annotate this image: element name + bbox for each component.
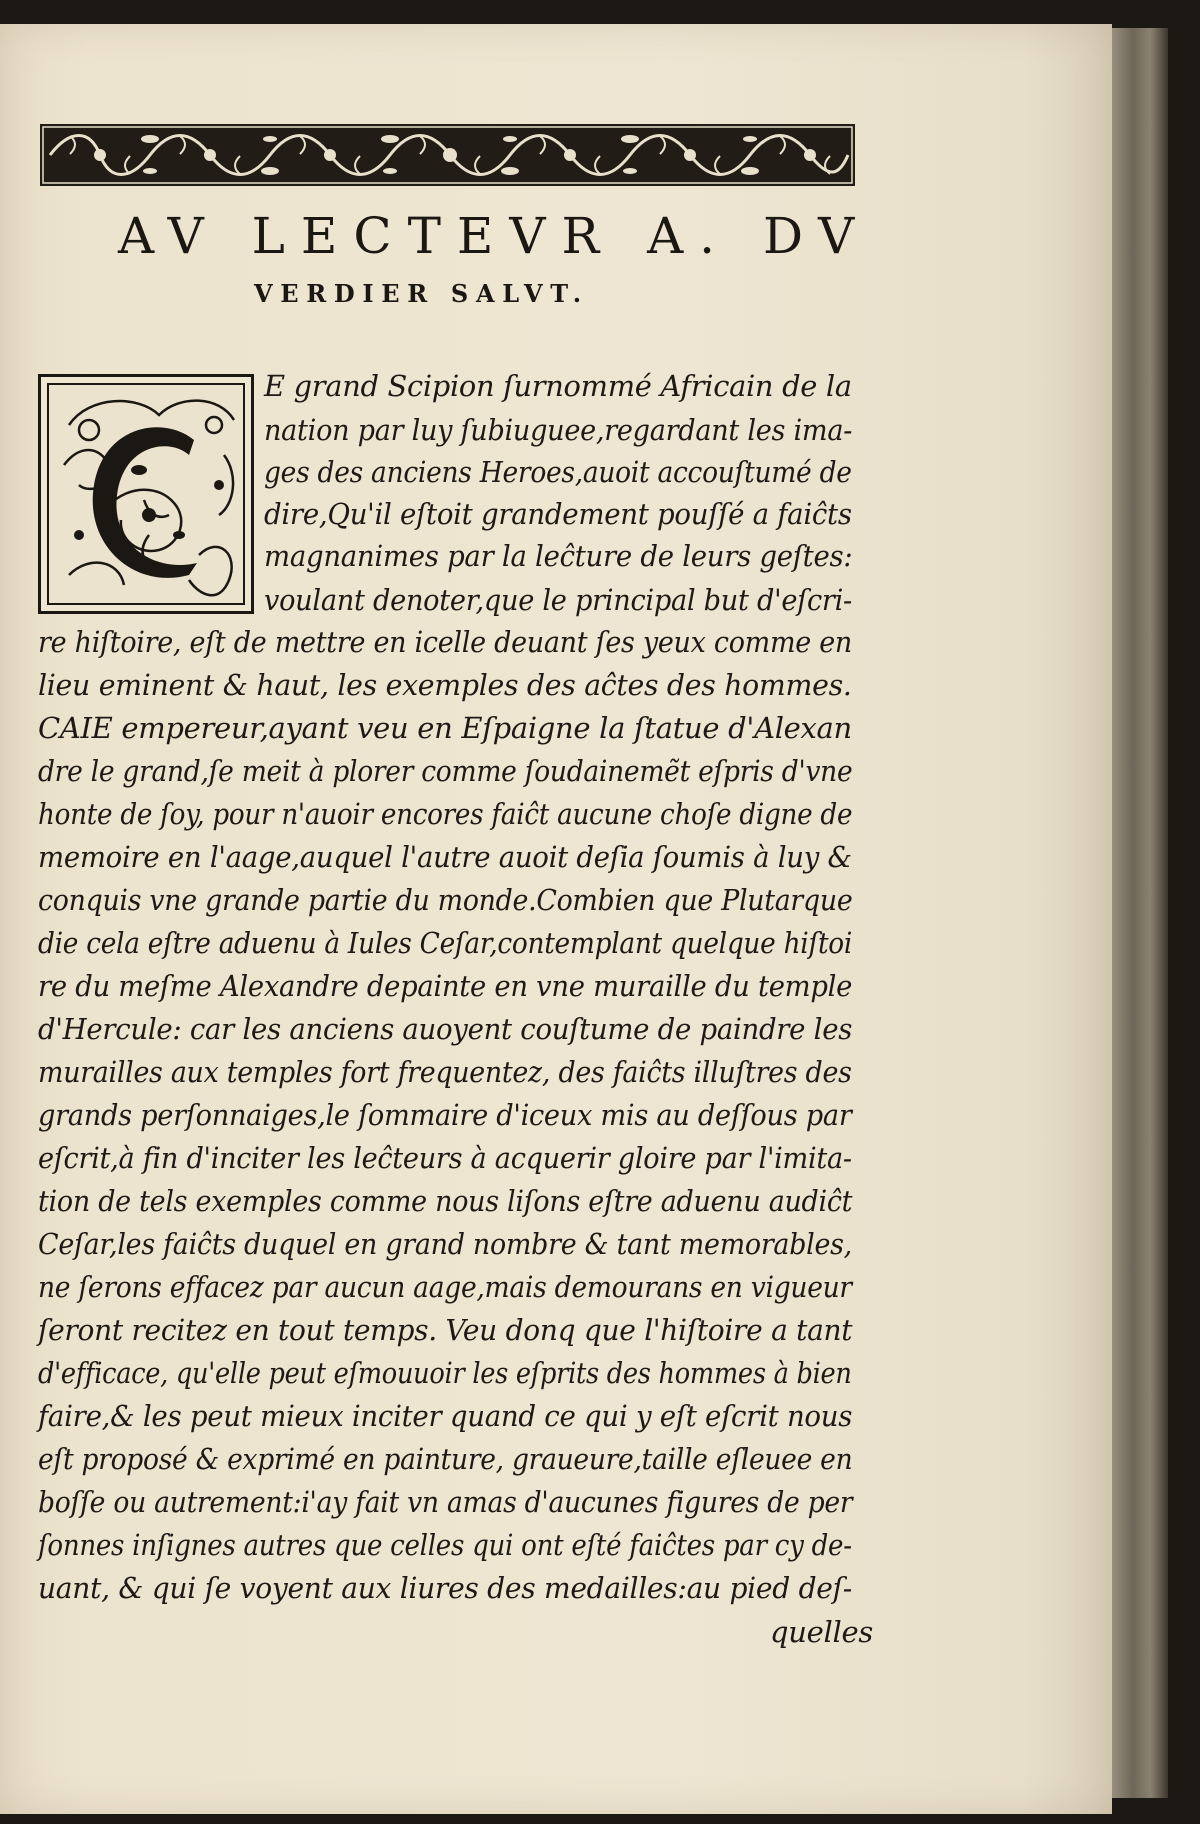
text-line: d'Hercule: car les anciens auoyent couſtume de paindre les — [38, 1012, 853, 1046]
text-line: d'efficace, qu'elle peut eſmouuoir les eſprits des hommes à bien — [38, 1356, 852, 1390]
text-line: voulant denoter,que le principal but d'eſcri- — [264, 583, 852, 617]
text-line: honte de ſoy, pour n'auoir encores faiĉt aucune choſe digne de — [38, 797, 853, 831]
text-line: Ceſar,les faiĉts duquel en grand nombre & tant memorables, — [38, 1227, 852, 1261]
text-line: re hiſtoire, eſt de mettre en icelle deuant ſes yeux comme en — [38, 625, 853, 659]
text-line: uant, & qui ſe voyent aux liures des medailles:au pied deſ- — [38, 1571, 852, 1605]
catchword: quelles — [770, 1615, 873, 1649]
decorated-initial — [38, 374, 254, 614]
text-line: murailles aux temples fort frequentez, des faiĉts illuſtres des — [38, 1055, 852, 1089]
text-line: dre le grand,ſe meit à plorer comme ſoudainemẽt eſpris d'vne — [38, 754, 853, 788]
text-line: ſonnes inſignes autres que celles qui ont eſté faiĉtes par cy de- — [38, 1528, 852, 1562]
text-line: boſſe ou autrement:i'ay fait vn amas d'aucunes figures de per — [38, 1485, 853, 1519]
text-line: magnanimes par la leĉture de leurs geſtes: — [264, 539, 853, 573]
page-title-line-1: AV LECTEVR A. DV — [118, 207, 871, 265]
text-line: eſt proposé & exprimé en painture, graueure,taille eſleuee en — [38, 1442, 853, 1476]
text-line: nation par luy ſubiuguee,regardant les ima- — [264, 413, 853, 447]
text-line: grands perſonnaiges,le ſommaire d'iceux mis au deſſous par — [38, 1098, 852, 1132]
text-line: ſeront recitez en tout temps. Veu donq que l'hiſtoire a tant — [38, 1313, 853, 1347]
text-line: dire,Qu'il eſtoit grandement pouſſé a faiĉts — [264, 497, 852, 531]
text-line: faire,& les peut mieux inciter quand ce qui y eſt eſcrit nous — [38, 1399, 853, 1433]
text-line: die cela eſtre aduenu à Iules Ceſar,contemplant quelque hiſtoi — [38, 926, 853, 960]
book-page — [0, 24, 1112, 1814]
page-title-line-2: VERDIER SALVT. — [254, 279, 589, 308]
text-line: eſcrit,à fin d'inciter les leĉteurs à acquerir gloire par l'imita- — [38, 1141, 852, 1175]
text-line: re du meſme Alexandre depainte en vne muraille du temple — [38, 969, 853, 1003]
text-line: ges des anciens Heroes,auoit accouſtumé de — [264, 455, 852, 489]
text-line: conquis vne grande partie du monde.Combien que Plutarque — [38, 883, 853, 917]
head-ornament — [40, 124, 855, 186]
text-line: E grand Scipion ſurnommé Africain de la — [264, 369, 852, 403]
text-line: lieu eminent & haut, les exemples des aĉtes des hommes. — [38, 668, 852, 702]
text-line: ne ſerons effacez par aucun aage,mais demourans en vigueur — [38, 1270, 852, 1304]
text-line: tion de tels exemples comme nous liſons eſtre aduenu audiĉt — [38, 1184, 853, 1218]
text-line: memoire en l'aage,auquel l'autre auoit deſia ſoumis à luy & — [38, 840, 852, 874]
text-line: CAIE empereur,ayant veu en Eſpaigne la ſtatue d'Alexan — [38, 711, 852, 745]
